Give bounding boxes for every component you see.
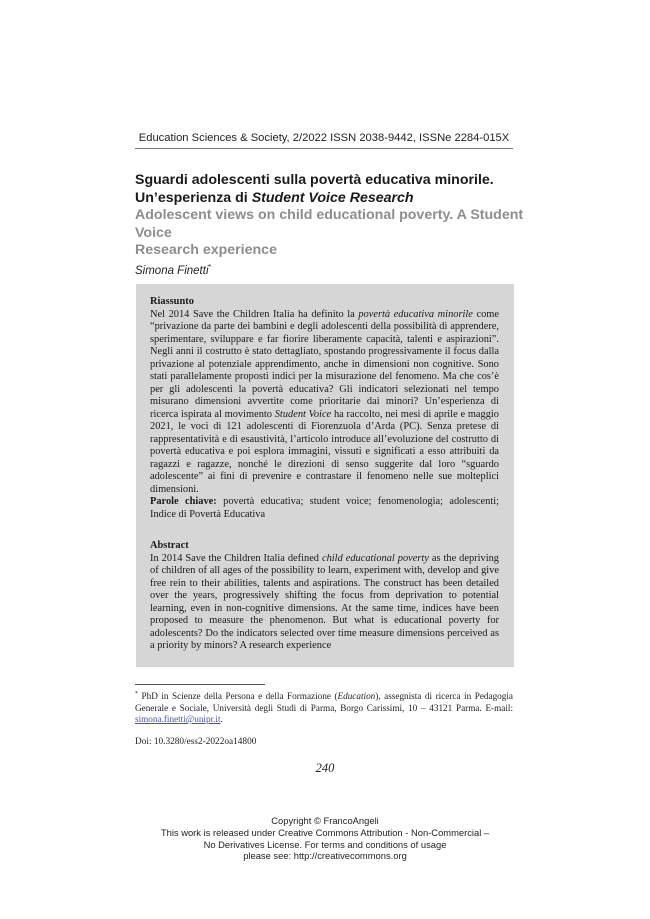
keywords-text: povertà educativa; student voice; fenomenologia; adolescenti; Indice di Povertà Educativa (150, 496, 499, 520)
title-block (135, 172, 525, 278)
title-italian-prefix: Un’esperienza di (135, 189, 252, 206)
title-italian-emphasis: Student Voice Research (251, 189, 414, 206)
copyright-line-4: please see: http://creativecommons.org (243, 850, 407, 862)
riassunto-text-3: ha raccolto, nei mesi di aprile e maggio 2021, le voci di 121 adolescenti di Fiorenzuola d’Arda (PC). Senza pretese di rappresentatività e di esaustività, l’articolo introduce all’evoluzione del costrutto di povertà educativa e poi esplora immagini, vissuti e significati a esso attribuiti da ragazzi e ragazze, nonché le direzioni di senso suggerite dal loro “sguardo adolescente” ai fini di prevenire e contrastare il fenomeno nelle sue molteplici dimensioni. (150, 408, 499, 495)
abstract-heading: Abstract (150, 540, 189, 551)
author-footnote-mark: * (208, 263, 212, 271)
abstract-section (150, 540, 499, 653)
riassunto-emphasis-2: Student Voice (274, 408, 332, 420)
riassunto-section (150, 296, 499, 521)
riassunto-text-2: come “privazione da parte dei bambini e degli adolescenti della possibilità di apprendere, sperimentare, sviluppare e far fiorire liberamente capacità, talenti e aspirazioni”. Negli anni il costrutto è stato dettagliato, spostando progressivamente il focus dalla privazione al potenziale apprendimento, anche in dimensioni non cognitive. Sono stati parallelamente proposti indici per la misurazione del fenomeno. Ma che cos’è per gli adolescenti la povertà educativa? Gli indicatori selezionati nel tempo misurano dimensioni avvertite come prioritarie dai minori? Un’esperienza di ricerca ispirata al movimento (150, 308, 499, 420)
abstract-emphasis: child educational poverty (321, 552, 429, 564)
abstract-text-1: In 2014 Save the Children Italia defined (150, 552, 322, 564)
abstract-box (136, 284, 514, 667)
riassunto-keywords (150, 496, 499, 521)
riassunto-body (150, 309, 499, 497)
copyright-notice (150, 815, 500, 862)
keywords-label: Parole chiave: (150, 496, 217, 507)
header-rule (135, 148, 513, 149)
journal-header: Education Sciences & Society, 2/2022 ISSN 2038-9442, ISSNe 2284-015X (138, 132, 510, 144)
doi: Doi: 10.3280/ess2-2022oa14800 (135, 737, 257, 747)
author-footnote (135, 689, 513, 726)
footnote-text-3: . (220, 714, 223, 725)
abstract-text-2: as the depriving of children of all ages of the possibility to learn, experiment with, develop and give free rein to their abilities, talents and aspirations. The construct has been detailed over the years, progressively shifting the focus from deprivation to potential learning, even in non-cognitive dimensions. At the same time, indices have been proposed to measure the phenomenon. But what is educational poverty for adolescents? Do the indicators selected over time measure dimensions perceived as a priority by minors? A research experience (150, 552, 499, 651)
footnote-mark: * (135, 691, 138, 697)
page-number: 240 (315, 761, 335, 775)
riassunto-heading: Riassunto (150, 296, 194, 307)
copyright-line-1: Copyright © FrancoAngeli (271, 815, 379, 826)
author-text: Simona Finetti (135, 264, 209, 277)
author-email-link[interactable]: simona.finetti@unipr.it (135, 714, 221, 725)
title-italian-line1: Sguardi adolescenti sulla povertà educativa minorile. (135, 172, 494, 188)
title-italian-line2 (135, 190, 525, 208)
riassunto-text-1: Nel 2014 Save the Children Italia ha definito la (150, 308, 359, 320)
copyright-line-3: No Derivatives License. For terms and conditions of usage (203, 838, 447, 850)
author-name (135, 260, 525, 279)
footnote-rule (135, 684, 265, 685)
title-english-line2: Research experience (135, 242, 277, 258)
copyright-line-2: This work is released under Creative Commons Attribution - Non-Commercial – (160, 826, 490, 838)
footnote-emphasis: Education (337, 691, 376, 702)
title-english-line1: Adolescent views on child educational poverty. A Student Voice (135, 207, 524, 241)
footnote-text-1: PhD in Scienze della Persona e della Formazione ( (138, 691, 338, 702)
riassunto-emphasis-1: povertà educativa minorile (358, 308, 473, 320)
abstract-body (150, 553, 499, 653)
footnote-text-2: ), assegnista di ricerca in Pedagogia Generale e Sociale, Università degli Studi di Parma, Borgo Carissimi, 10 – 43121 Parma. E-mail: (135, 691, 513, 713)
